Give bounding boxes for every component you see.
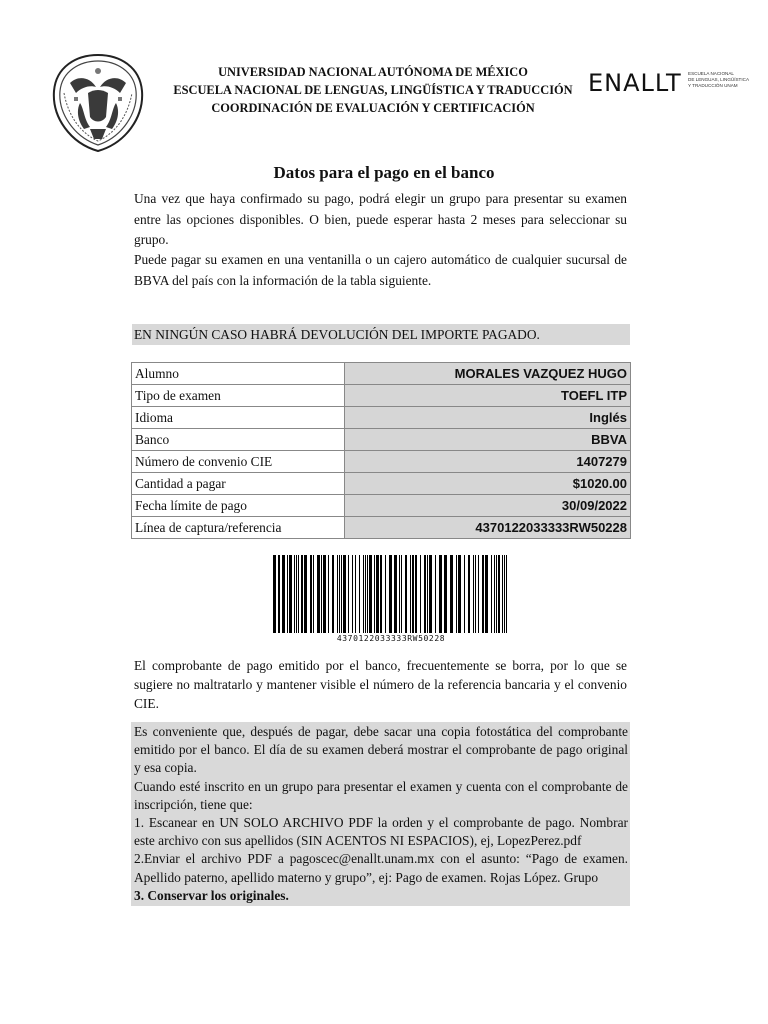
row-value-reference: 4370122033333RW50228 bbox=[345, 517, 631, 539]
row-label: Tipo de examen bbox=[132, 385, 345, 407]
barcode-bar bbox=[504, 555, 505, 633]
enallt-logo-sub3: Y TRADUCCIÓN UNAM bbox=[688, 83, 738, 88]
barcode-bar bbox=[435, 555, 436, 633]
barcode-bar bbox=[289, 555, 292, 633]
no-refund-notice: EN NINGÚN CASO HABRÁ DEVOLUCIÓN DEL IMPORTE PAGADO. bbox=[132, 324, 630, 345]
barcode-bar bbox=[301, 555, 303, 633]
row-label: Línea de captura/referencia bbox=[132, 517, 345, 539]
barcode-bar bbox=[355, 555, 356, 633]
barcode-bar bbox=[439, 555, 442, 633]
table-row bbox=[132, 473, 631, 495]
row-label: Número de convenio CIE bbox=[132, 451, 345, 473]
barcode-bar bbox=[399, 555, 400, 633]
barcode-bar bbox=[473, 555, 474, 633]
row-value-cie: 1407279 bbox=[345, 451, 631, 473]
instructions-p1: Es conveniente que, después de pagar, debe sacar una copia fotostática del comprobante emitido por el banco. El día de su examen deberá mostrar el comprobante de pago original y esa copia. bbox=[134, 724, 628, 776]
barcode-bar bbox=[328, 555, 329, 633]
row-value-amount: $1020.00 bbox=[345, 473, 631, 495]
barcode-bar bbox=[348, 555, 349, 633]
barcode-text: 4370122033333RW50228 bbox=[336, 634, 446, 643]
barcode-bar bbox=[313, 555, 314, 633]
barcode-bar bbox=[278, 555, 280, 633]
row-value-language: Inglés bbox=[345, 407, 631, 429]
barcode-bar bbox=[494, 555, 495, 633]
barcode-bar bbox=[456, 555, 457, 633]
row-label: Fecha límite de pago bbox=[132, 495, 345, 517]
page-title: Datos para el pago en el banco bbox=[273, 163, 495, 182]
barcode-bar bbox=[380, 555, 382, 633]
barcode-bar bbox=[369, 555, 372, 633]
barcode-bar bbox=[475, 555, 476, 633]
instructions-p4: 2.Enviar el archivo PDF a pagoscec@enallt.unam.mx con el asunto: “Pago de examen. Apellido paterno, apellido materno y grupo”, ej: Pago de examen. Rojas López. Grupo bbox=[134, 851, 628, 885]
table-row bbox=[132, 517, 631, 539]
row-value-deadline: 30/09/2022 bbox=[345, 495, 631, 517]
barcode-bar bbox=[394, 555, 397, 633]
barcode-bar bbox=[429, 555, 432, 633]
enallt-logo-sub1: ESCUELA NACIONAL bbox=[688, 71, 734, 76]
barcode-bar bbox=[450, 555, 453, 633]
table-row bbox=[132, 429, 631, 451]
barcode-bar bbox=[339, 555, 340, 633]
row-value-bank: BBVA bbox=[345, 429, 631, 451]
barcode-bar bbox=[287, 555, 288, 633]
barcode-bar bbox=[317, 555, 320, 633]
barcode-bar bbox=[427, 555, 428, 633]
row-label: Banco bbox=[132, 429, 345, 451]
row-label: Cantidad a pagar bbox=[132, 473, 345, 495]
barcode-bar bbox=[282, 555, 285, 633]
barcode-bar bbox=[498, 555, 500, 633]
receipt-note: El comprobante de pago emitido por el banco, frecuentemente se borra, por lo que se sugiere no maltratarlo y mantener visible el número de la referencia bancaria y el convenio CIE. bbox=[134, 658, 627, 712]
instructions-p2: Cuando esté inscrito en un grupo para presentar el examen y cuenta con el comprobante de inscripción, tiene que: bbox=[134, 778, 628, 812]
instructions-box bbox=[131, 722, 630, 906]
barcode-bar bbox=[468, 555, 470, 633]
row-value-student: MORALES VAZQUEZ HUGO bbox=[345, 363, 631, 385]
unam-seal-icon bbox=[50, 53, 146, 153]
header-university: UNIVERSIDAD NACIONAL AUTÓNOMA DE MÉXICO bbox=[218, 65, 528, 79]
payment-table bbox=[131, 362, 631, 539]
barcode-bar bbox=[294, 555, 295, 633]
barcode-bar bbox=[310, 555, 312, 633]
barcode-bar bbox=[304, 555, 307, 633]
table-row bbox=[132, 451, 631, 473]
enallt-logo bbox=[588, 66, 750, 106]
barcode-bar bbox=[363, 555, 364, 633]
barcode-bar bbox=[424, 555, 426, 633]
barcode-bar bbox=[444, 555, 447, 633]
barcode-bar bbox=[420, 555, 421, 633]
row-label: Idioma bbox=[132, 407, 345, 429]
enallt-logo-subtitle bbox=[688, 71, 749, 89]
barcode-bar bbox=[376, 555, 379, 633]
barcode-bar bbox=[296, 555, 297, 633]
barcode-bar bbox=[321, 555, 322, 633]
barcode-bar bbox=[352, 555, 353, 633]
barcode-bar bbox=[496, 555, 497, 633]
barcode-bar bbox=[458, 555, 461, 633]
barcode-bar bbox=[410, 555, 411, 633]
row-value-exam-type: TOEFL ITP bbox=[345, 385, 631, 407]
header-coordination: COORDINACIÓN DE EVALUACIÓN Y CERTIFICACIÓN bbox=[211, 101, 535, 115]
barcode-bar bbox=[485, 555, 488, 633]
barcode-bar bbox=[401, 555, 402, 633]
intro-paragraph-1: Una vez que haya confirmado su pago, podrá elegir un grupo para presentar su examen entre las opciones disponibles. O bien, puede esperar hasta 2 meses para seleccionar su grupo. bbox=[134, 191, 627, 247]
barcode-bar bbox=[359, 555, 360, 633]
intro-paragraph-2: Puede pagar su examen en una ventanilla o un cajero automático de cualquier sucursal de BBVA del país con la información de la tabla siguiente. bbox=[134, 252, 627, 288]
barcode-bar bbox=[298, 555, 299, 633]
barcode-bar bbox=[502, 555, 503, 633]
barcode-bar bbox=[506, 555, 507, 633]
barcode-bar bbox=[374, 555, 375, 633]
barcode-bar bbox=[365, 555, 366, 633]
table-row bbox=[132, 495, 631, 517]
barcode-bar bbox=[491, 555, 492, 633]
table-row bbox=[132, 407, 631, 429]
barcode-bar bbox=[389, 555, 392, 633]
table-row bbox=[132, 363, 631, 385]
barcode-bar bbox=[337, 555, 338, 633]
barcode-bar bbox=[412, 555, 414, 633]
barcode-bar bbox=[415, 555, 417, 633]
instructions-p5: 3. Conservar los originales. bbox=[134, 887, 289, 903]
header-school: ESCUELA NACIONAL DE LENGUAS, LINGÜÍSTICA Y TRADUCCIÓN bbox=[173, 83, 573, 97]
barcode-bar bbox=[464, 555, 465, 633]
barcode-image bbox=[273, 555, 509, 635]
barcode-bar bbox=[367, 555, 368, 633]
barcode-bar bbox=[385, 555, 386, 633]
barcode-bar bbox=[478, 555, 479, 633]
barcode-bar bbox=[343, 555, 346, 633]
table-row bbox=[132, 385, 631, 407]
instructions-p3: 1. Escanear en UN SOLO ARCHIVO PDF la orden y el comprobante de pago. Nombrar este archivo con sus apellidos (SIN ACENTOS NI ESPACIOS), ej, LopezPerez.pdf bbox=[134, 815, 628, 849]
barcode-bar bbox=[273, 555, 276, 633]
barcode-bar bbox=[332, 555, 334, 633]
barcode-bar bbox=[405, 555, 407, 633]
barcode-bar bbox=[482, 555, 484, 633]
enallt-logo-word: ENALLT bbox=[588, 69, 682, 97]
enallt-logo-sub2: DE LENGUAS, LINGÜÍSTICA bbox=[688, 77, 750, 82]
barcode-bar bbox=[341, 555, 342, 633]
barcode-bar bbox=[323, 555, 326, 633]
row-label: Alumno bbox=[132, 363, 345, 385]
